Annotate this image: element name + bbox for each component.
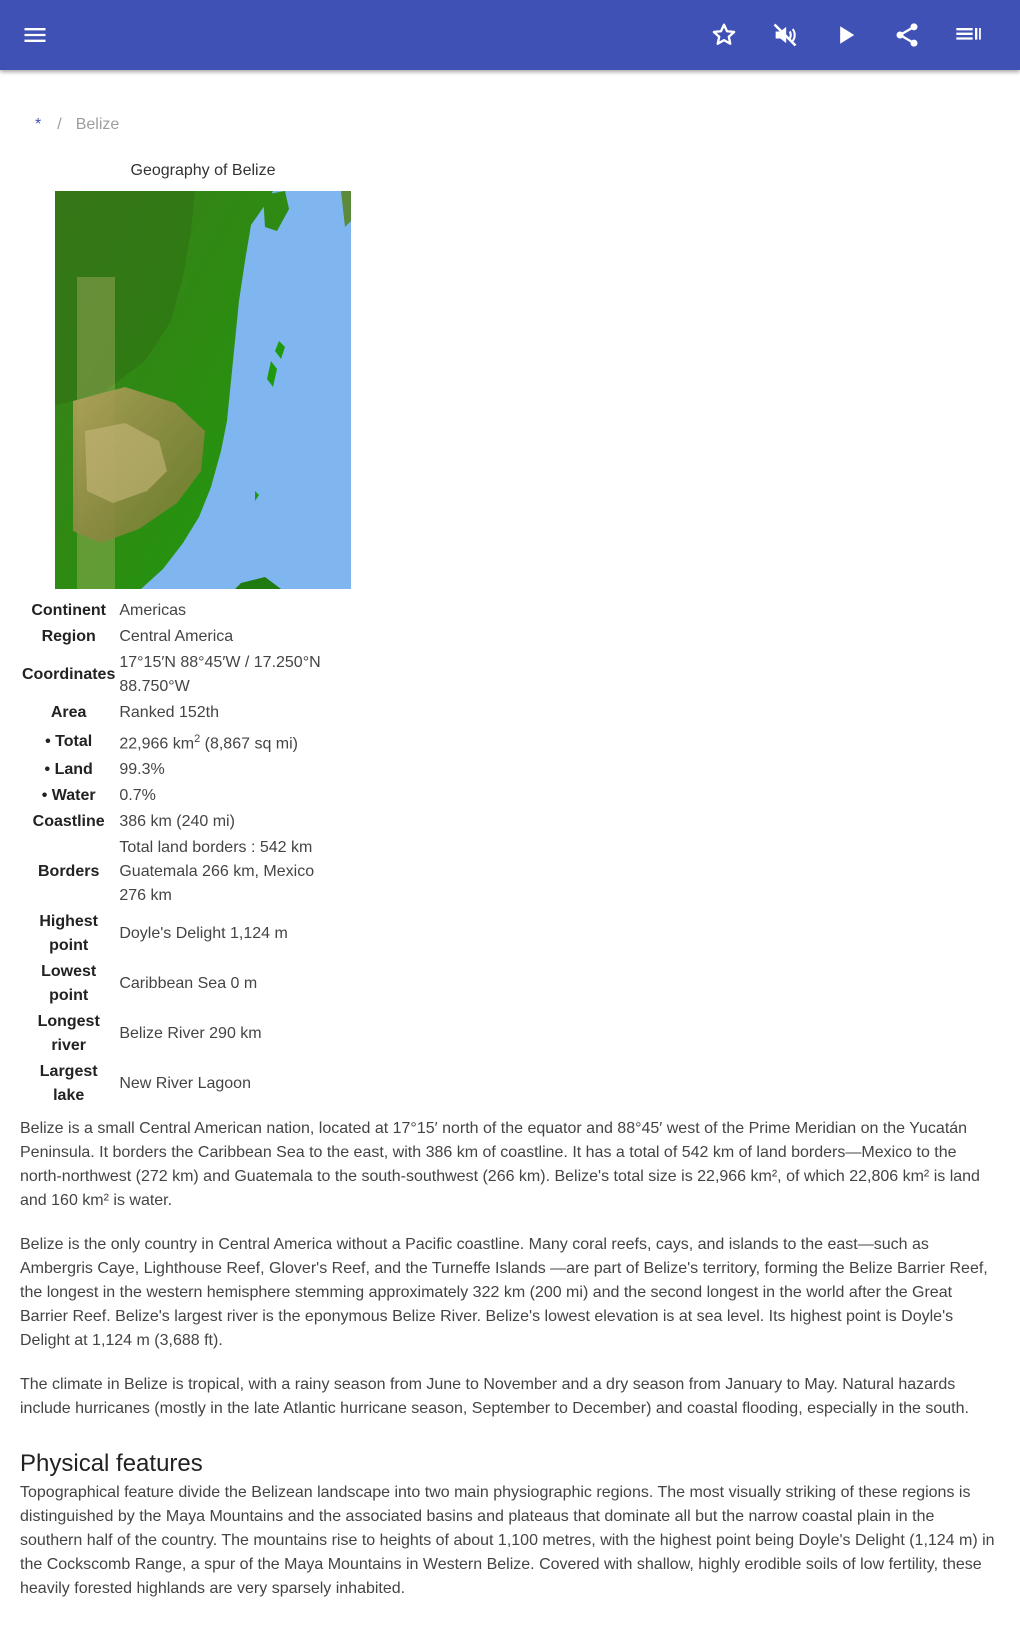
infobox-key: Longest river [37, 1013, 100, 1055]
infobox-key: Lowest point [41, 963, 97, 1005]
infobox-row [20, 624, 331, 650]
area-total-value: 22,966 km [119, 735, 195, 753]
infobox-key: Coordinates [22, 666, 116, 683]
superscript: 2 [194, 733, 201, 745]
star-outline-icon[interactable] [700, 11, 748, 59]
infobox-key: Area [50, 704, 87, 721]
article-paragraph: Topographical feature divide the Belizean landscape into two main physiographic regions. The most visually striking of these regions is distinguished by the Maya Mountains and the associated basins and plateaus that dominate all but the narrow coastal plain in the southern half of the country. The mountains rise to heights of about 1,100 metres, with the highest point being Doyle's Delight (1,124 m) in the Cockscomb Range, a spur of the Maya Mountains in Western Belize. Covered with shallow, highly erodible soils of low fertility, these heavily forested highlands are very sparsely inhabited. [20, 1484, 995, 1597]
infobox-key: Coastline [32, 813, 105, 831]
belize-relief-map[interactable] [55, 191, 351, 589]
infobox-row [20, 726, 331, 757]
infobox-row [20, 1009, 331, 1059]
infobox-value [117, 726, 331, 757]
infobox-key: Continent [31, 602, 106, 619]
app-bar [0, 0, 1020, 70]
article-body [20, 1117, 995, 1621]
infobox-row [20, 598, 331, 624]
breadcrumb [35, 116, 119, 134]
area-total-conversion: (8,867 sq mi) [200, 735, 298, 753]
infobox-value[interactable]: Caribbean Sea 0 m [119, 975, 258, 993]
breadcrumb-home-link[interactable]: * [35, 116, 42, 133]
share-icon[interactable] [883, 11, 931, 59]
volume-off-icon[interactable] [761, 11, 809, 59]
infobox-value: 99.3% [119, 761, 165, 779]
infobox-value[interactable]: Total land borders : 542 km Guatemala 266 km, Mexico 276 km [119, 839, 315, 905]
playlist-icon[interactable] [944, 11, 992, 59]
play-icon[interactable] [822, 11, 870, 59]
infobox-row [20, 700, 331, 726]
infobox-value[interactable]: Doyle's Delight 1,124 m [119, 925, 288, 943]
infobox-row [20, 757, 331, 783]
infobox-value: 386 km (240 mi) [119, 813, 235, 831]
infobox-value[interactable]: New River Lagoon [119, 1075, 251, 1093]
infobox-row [20, 959, 331, 1009]
infobox-key: • Water [41, 787, 96, 805]
section-heading: Physical features [20, 1450, 203, 1477]
infobox-row [20, 650, 331, 700]
infobox-key: Region [41, 628, 96, 645]
infobox-value[interactable]: Central America [119, 628, 234, 645]
infobox-key: Largest lake [39, 1063, 98, 1105]
infobox-value[interactable]: Belize River 290 km [119, 1025, 262, 1043]
infobox-table [20, 598, 331, 1109]
infobox-key: • Total [45, 732, 93, 750]
article-paragraph: Belize is the only country in Central America without a Pacific coastline. Many coral reefs, cays, and islands to the east—such as Ambergris Caye, Lighthouse Reef, Glover's Reef, and the Turneffe Islands —are part of Belize's territory, forming the Belize Barrier Reef, the longest in the western hemisphere stemming approximately 322 km (200 mi) and the second longest in the world after the Great Barrier Reef. Belize's largest river is the eponymous Belize River. Belize's lowest elevation is at sea level. Its highest point is Doyle's Delight at 1,124 m (3,688 ft). [20, 1236, 988, 1349]
infobox-key: • Land [44, 761, 93, 779]
infobox-row [20, 909, 331, 959]
infobox-value[interactable]: Americas [119, 602, 187, 619]
infobox-value: Ranked 152th [119, 704, 219, 721]
infobox-row [20, 809, 331, 835]
article-paragraph: Belize is a small Central American nation, located at 17°15′ north of the equator and 88°45′ west of the Prime Meridian on the Yucatán Peninsula. It borders the Caribbean Sea to the east, with 386 km of coastline. It has a total of 542 km of land borders—Mexico to the north-northwest (272 km) and Guatemala to the south-southwest (266 km). Belize's total size is 22,966 km², of which 22,806 km² is land and 160 km² is water. [20, 1120, 980, 1209]
infobox-key: Highest point [39, 913, 98, 955]
menu-icon[interactable] [11, 11, 59, 59]
infobox-caption: Geography of Belize [130, 162, 276, 179]
infobox-row [20, 835, 331, 909]
infobox-value: 0.7% [119, 787, 156, 805]
breadcrumb-separator: / [57, 116, 62, 133]
infobox-value[interactable]: 17°15′N 88°45′W / 17.250°N 88.750°W [119, 654, 321, 695]
infobox-row [20, 1059, 331, 1109]
breadcrumb-current: Belize [75, 116, 120, 133]
article-paragraph: The climate in Belize is tropical, with a rainy season from June to November and a dry season from January to May. Natural hazards include hurricanes (mostly in the late Atlantic hurricane season, September to December) and coastal flooding, especially in the south. [20, 1376, 969, 1417]
infobox-row [20, 783, 331, 809]
infobox-key: Borders [37, 863, 100, 881]
